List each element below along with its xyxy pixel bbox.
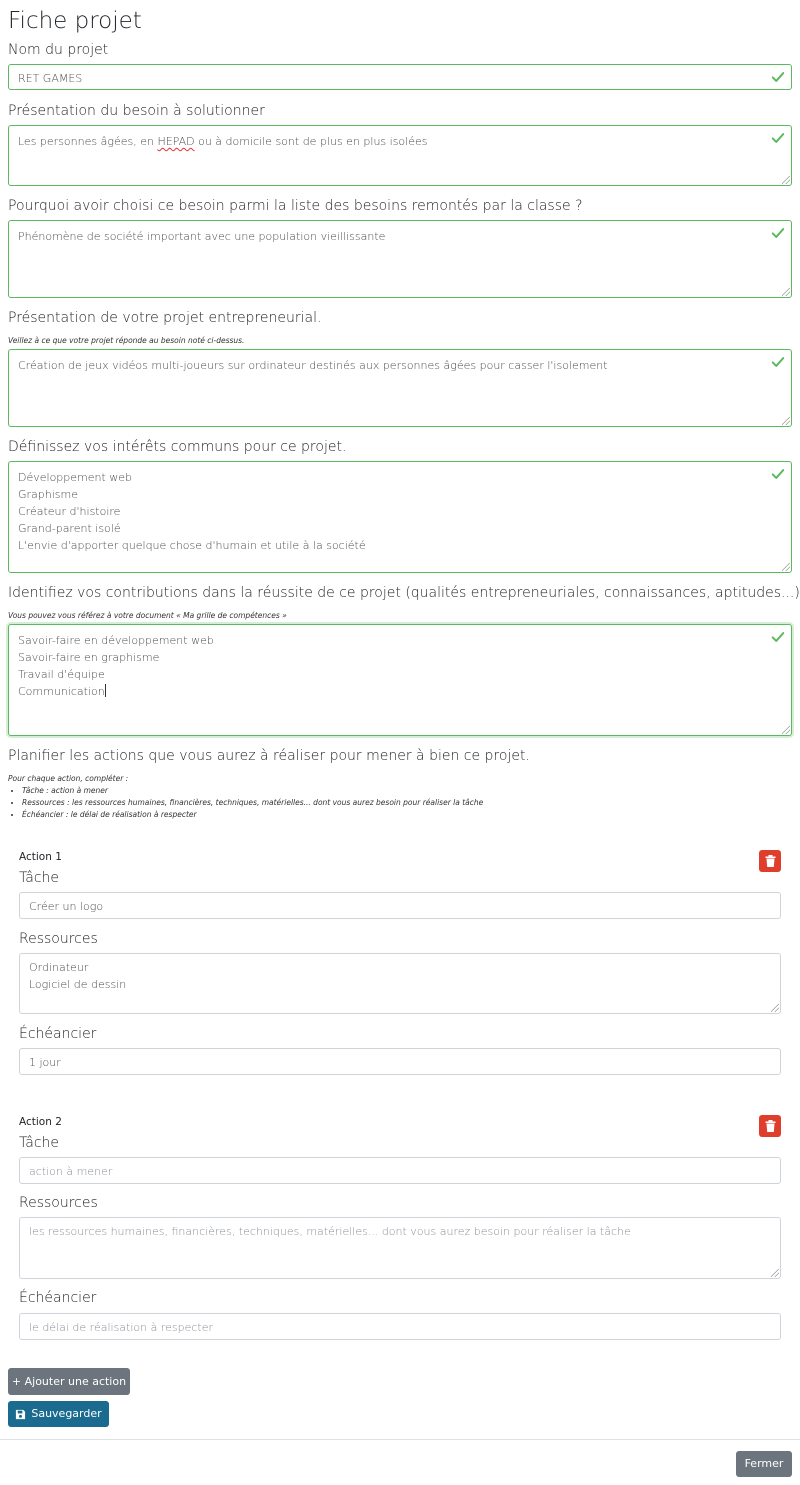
trash-icon [765, 1120, 776, 1132]
add-action-button[interactable]: + Ajouter une action [8, 1368, 130, 1395]
action-1-schedule-label: Échéancier [19, 1026, 97, 1042]
why-label: Pourquoi avoir choisi ce besoin parmi la liste des besoins remontés par la classe ? [8, 198, 583, 214]
action-2-title: Action 2 [19, 1116, 62, 1128]
contributions-label: Identifiez vos contributions dans la réussite de ce projet (qualités entrepreneuriales, connaissances, aptitudes...) [8, 585, 800, 601]
text-caret [105, 684, 106, 697]
interests-label: Définissez vos intérêts communs pour ce projet. [8, 439, 347, 455]
resize-handle[interactable] [771, 1269, 779, 1277]
trash-icon [765, 855, 776, 867]
resize-handle[interactable] [782, 176, 790, 184]
close-button[interactable]: Fermer [736, 1451, 792, 1477]
why-value: Phénomène de société important avec une population vieillissante [18, 230, 386, 243]
project-label: Présentation de votre projet entrepreneurial. [8, 310, 322, 326]
action-1-schedule-input[interactable]: 1 jour [19, 1048, 781, 1075]
need-label: Présentation du besoin à solutionner [8, 103, 265, 119]
resize-handle[interactable] [782, 417, 790, 425]
interests-textarea[interactable] [8, 461, 792, 573]
floppy-disk-icon [15, 1409, 26, 1420]
save-button[interactable]: Sauvegarder [8, 1401, 109, 1427]
interests-line: Créateur d'histoire [18, 505, 121, 518]
project-name-input[interactable] [8, 64, 792, 90]
interests-line: Développement web [18, 471, 133, 484]
plan-label: Planifier les actions que vous aurez à réaliser pour mener à bien ce projet. [8, 748, 530, 764]
action-1-resources-textarea[interactable]: Ordinateur Logiciel de dessin [19, 953, 781, 1014]
contributions-textarea[interactable] [8, 624, 792, 736]
action-1-resources-label: Ressources [19, 931, 98, 947]
contributions-hint: Vous pouvez vous référez à votre document « Ma grille de compétences » [8, 611, 287, 620]
plan-instructions [8, 773, 483, 821]
check-icon [771, 467, 785, 481]
plan-intro: Pour chaque action, compléter : [8, 774, 129, 783]
plan-bullet: • Ressources : les ressources humaines, financières, techniques, matérielles... dont vous aurez besoin pour réaliser la tâche [22, 797, 483, 809]
check-icon [771, 226, 785, 240]
check-icon [771, 131, 785, 145]
check-icon [771, 70, 785, 84]
resize-handle[interactable] [782, 726, 790, 734]
contributions-line: Travail d'équipe [18, 668, 105, 681]
action-2-schedule-input[interactable]: le délai de réalisation à respecter [19, 1313, 781, 1340]
delete-action-2-button[interactable] [759, 1115, 781, 1137]
interests-line: L'envie d'apporter quelque chose d'humain et utile à la société [18, 539, 366, 552]
need-textarea[interactable] [8, 125, 792, 186]
plan-bullet: • Échéancier : le délai de réalisation à respecter [22, 809, 483, 821]
project-value: Création de jeux vidéos multi-joueurs sur ordinateur destinés aux personnes âgées pour casser l'isolement [18, 359, 608, 372]
footer-divider [0, 1439, 800, 1440]
action-2-resources-label: Ressources [19, 1195, 98, 1211]
resize-handle[interactable] [782, 563, 790, 571]
action-2-schedule-label: Échéancier [19, 1290, 97, 1306]
need-value: Les personnes âgées, en HEPAD ou à domicile sont de plus en plus isolées [18, 135, 428, 148]
action-2-task-input[interactable]: action à mener [19, 1157, 781, 1184]
project-name-label: Nom du projet [8, 42, 109, 58]
contributions-line-last: Communication [18, 685, 105, 698]
action-1-task-input[interactable]: Créer un logo [19, 892, 781, 919]
interests-line: Graphisme [18, 488, 79, 501]
action-1-task-label: Tâche [19, 870, 59, 886]
contributions-line: Savoir-faire en graphisme [18, 651, 160, 664]
project-textarea[interactable] [8, 349, 792, 427]
project-hint: Veillez à ce que votre projet réponde au besoin noté ci-dessus. [8, 336, 245, 345]
project-name-value: RET GAMES [18, 72, 83, 85]
page-title: Fiche projet [8, 8, 142, 34]
contributions-line: Savoir-faire en développement web [18, 634, 214, 647]
resize-handle[interactable] [771, 1004, 779, 1012]
why-textarea[interactable] [8, 220, 792, 298]
plan-bullet: • Tâche : action à mener [22, 785, 483, 797]
check-icon [771, 355, 785, 369]
resize-handle[interactable] [782, 288, 790, 296]
action-2-resources-textarea[interactable]: les ressources humaines, financières, techniques, matérielles... dont vous aurez besoin pour réaliser la tâche [19, 1217, 781, 1279]
action-1-title: Action 1 [19, 851, 62, 863]
action-2-task-label: Tâche [19, 1135, 59, 1151]
delete-action-1-button[interactable] [759, 850, 781, 872]
interests-line: Grand-parent isolé [18, 522, 121, 535]
check-icon [771, 630, 785, 644]
misspelled-word: HEPAD [157, 135, 195, 148]
